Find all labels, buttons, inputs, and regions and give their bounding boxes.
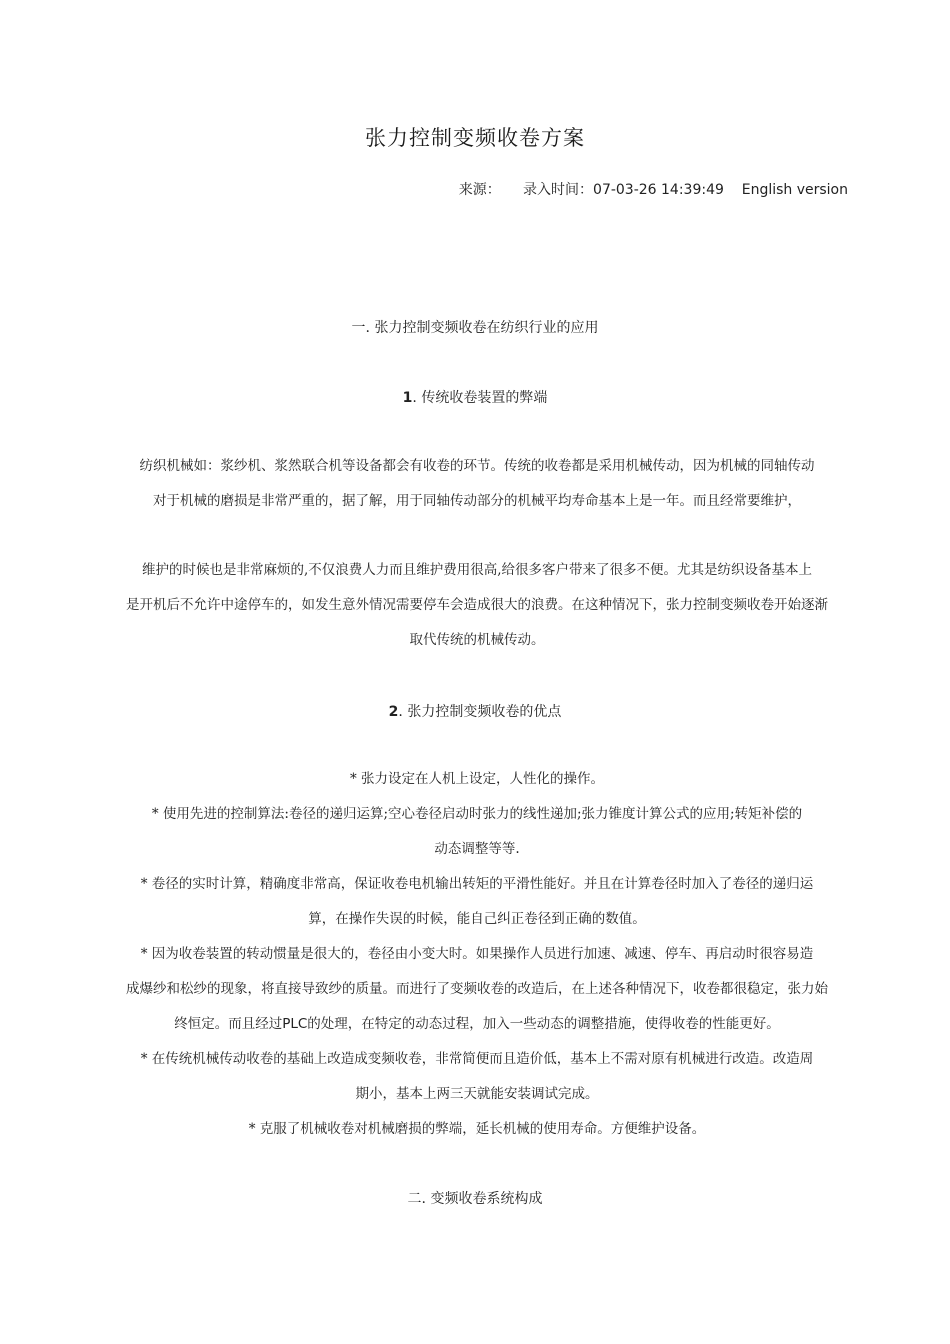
advantage-1-text: * 张力设定在人机上设定，人性化的操作。 bbox=[349, 771, 605, 787]
section-1-title: 张力控制变频收卷在纺织行业的应用 bbox=[374, 320, 599, 336]
plc-term: PLC bbox=[282, 1016, 308, 1032]
advantage-3-line-2: 算，在操作失误的时候，能自己纠正卷径到正确的数值。 bbox=[308, 911, 646, 927]
paragraph-2 bbox=[105, 553, 849, 658]
subsection-2-title: . 张力控制变频收卷的优点 bbox=[398, 704, 562, 720]
advantage-item-2 bbox=[105, 797, 849, 867]
advantage-item-5 bbox=[105, 1042, 849, 1112]
paragraph-2-line-3: 取代传统的机械传动。 bbox=[409, 632, 545, 648]
advantage-4-line-3-part-a: 终恒定。而且经过 bbox=[174, 1016, 283, 1032]
time-value: 07-03-26 14:39:49 bbox=[593, 182, 724, 198]
paragraph-1-line-2: 对于机械的磨损是非常严重的，据了解，用于同轴传动部分的机械平均寿命基本上是一年。而且经常要维护， bbox=[153, 493, 801, 509]
advantage-item-4 bbox=[105, 937, 849, 1042]
english-version-link[interactable]: English version bbox=[741, 182, 848, 198]
advantage-4-line-3-part-b: 的处理，在特定的动态过程，加入一些动态的调整措施，使得收卷的性能更好。 bbox=[307, 1016, 780, 1032]
subsection-heading-1 bbox=[0, 387, 950, 407]
advantage-4-line-1: * 因为收卷装置的转动惯量是很大的，卷径由小变大时。如果操作人员进行加速、减速、停车、再启动时很容易造 bbox=[140, 946, 814, 962]
advantage-item-3 bbox=[105, 867, 849, 937]
source-label: 来源： bbox=[458, 182, 501, 198]
advantage-item-6 bbox=[105, 1112, 849, 1147]
paragraph-1 bbox=[105, 449, 849, 519]
advantage-item-1 bbox=[105, 762, 849, 797]
article-meta bbox=[459, 179, 848, 199]
subsection-1-title: . 传统收卷装置的弊端 bbox=[412, 390, 548, 406]
section-2-number: 二. bbox=[407, 1191, 426, 1207]
advantage-2-line-1: * 使用先进的控制算法:卷径的递归运算;空心卷径启动时张力的线性递加;张力锥度计算公式的应用;转矩补偿的 bbox=[151, 806, 803, 822]
paragraph-2-line-2: 是开机后不允许中途停车的，如发生意外情况需要停车会造成很大的浪费。在这种情况下，张力控制变频收卷开始逐渐 bbox=[126, 597, 828, 613]
subsection-heading-2 bbox=[0, 701, 950, 721]
advantage-3-line-1: * 卷径的实时计算，精确度非常高，保证收卷电机输出转矩的平滑性能好。并且在计算卷径时加入了卷径的递归运 bbox=[140, 876, 814, 892]
time-label: 录入时间： bbox=[523, 182, 594, 198]
advantage-2-line-2: 动态调整等等. bbox=[434, 841, 520, 857]
section-2-title: 变频收卷系统构成 bbox=[430, 1191, 543, 1207]
advantage-4-line-2: 成爆纱和松纱的现象，将直接导致纱的质量。而进行了变频收卷的改造后，在上述各种情况下，收卷都很稳定，张力始 bbox=[126, 981, 828, 997]
section-heading-2 bbox=[0, 1188, 950, 1208]
paragraph-1-line-1: 纺织机械如：浆纱机、浆然联合机等设备都会有收卷的环节。传统的收卷都是采用机械传动，因为机械的同轴传动 bbox=[139, 458, 815, 474]
advantage-5-line-2: 期小，基本上两三天就能安装调试完成。 bbox=[355, 1086, 599, 1102]
advantage-6-text: * 克服了机械收卷对机械磨损的弊端，延长机械的使用寿命。方便维护设备。 bbox=[248, 1121, 706, 1137]
section-heading-1 bbox=[0, 317, 950, 337]
subsection-1-number: 1 bbox=[402, 390, 413, 406]
paragraph-2-line-1: 维护的时候也是非常麻烦的,不仅浪费人力而且维护费用很高,给很多客户带来了很多不便。尤其是纺织设备基本上 bbox=[141, 562, 813, 578]
section-1-number: 一. bbox=[351, 320, 370, 336]
subsection-2-number: 2 bbox=[388, 704, 399, 720]
advantage-5-line-1: * 在传统机械传动收卷的基础上改造成变频收卷，非常简便而且造价低，基本上不需对原有机械进行改造。改造周 bbox=[140, 1051, 814, 1067]
advantage-4-line-3 bbox=[105, 1007, 849, 1042]
page-title: 张力控制变频收卷方案 bbox=[365, 126, 585, 150]
